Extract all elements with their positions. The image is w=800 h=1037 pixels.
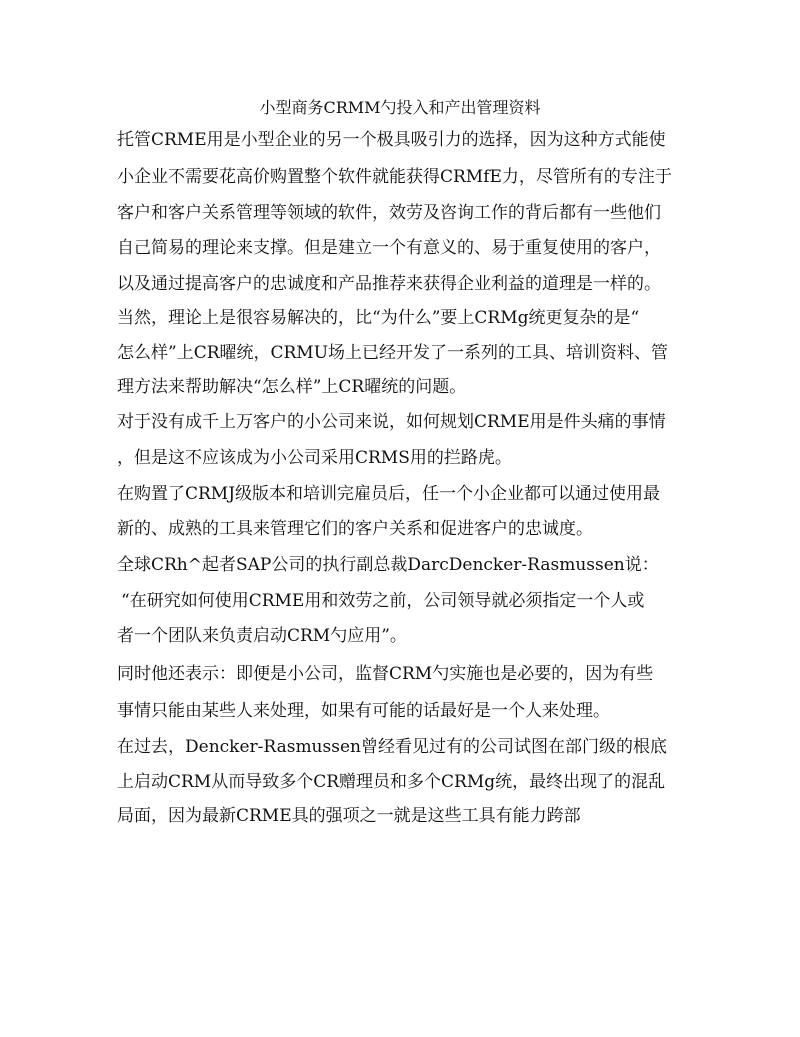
quote-line: “在研究如何使用CRME用和效劳之前，公司领导就必须指定一个人或 [121, 591, 645, 611]
paragraph-line: 在购置了CRMJ级版本和培训完雇员后，任一个小企业都可以通过使用最 [117, 484, 661, 504]
paragraph-line: 局面，因为最新CRME具的强项之一就是这些工具有能力跨部 [117, 806, 581, 826]
paragraph-line: 新的、成熟的工具来管理它们的客户关系和促进客户的忠诚度。 [117, 519, 593, 539]
paragraph-line: 事情只能由某些人来处理，如果有可能的话最好是一个人来处理。 [117, 701, 610, 721]
paragraph-line: 怎么样”上CR曜统，CRMU场上已经开发了一系列的工具、培训资料、管 [117, 343, 669, 363]
paragraph-line: 理方法来帮助解决“怎么样”上CR曜统的问题。 [117, 377, 467, 397]
paragraph-line: 小企业不需要花高价购置整个软件就能获得CRMfE力，尽管所有的专注于 [117, 167, 672, 187]
paragraph-line: 同时他还表示：即便是小公司，监督CRM勺实施也是必要的，因为有些 [117, 664, 654, 684]
paragraph-line: 全球CRh^起者SAP公司的执行副总裁DarcDencker-Rasmussen说： [117, 555, 659, 575]
paragraph-line: ，但是这不应该成为小公司采用CRMS用的拦路虎。 [117, 448, 512, 468]
paragraph-line: 对于没有成千上万客户的小公司来说，如何规划CRME用是件头痛的事情 [117, 412, 666, 432]
document-title: 小型商务CRMM勺投入和产出管理资料 [259, 98, 541, 117]
paragraph-line: 客户和客户关系管理等领域的软件，效劳及咨询工作的背后都有一些他们 [117, 203, 661, 223]
paragraph-line: 自己简易的理论来支撑。但是建立一个有意义的、易于重复使用的客户， [117, 238, 661, 258]
paragraph-line: 上启动CRM从而导致多个CR赠理员和多个CRMg统，最终出现了的混乱 [117, 772, 666, 792]
paragraph-line: 当然，理论上是很容易解决的，比“为什么”要上CRMg统更复杂的是“ [117, 308, 640, 328]
paragraph-line: 托管CRME用是小型企业的另一个极具吸引力的选择，因为这种方式能使 [117, 130, 666, 150]
paragraph-line: 在过去，Dencker-Rasmussen曾经看见过有的公司试图在部门级的根底 [117, 737, 667, 757]
paragraph-line: 以及通过提高客户的忠诚度和产品推荐来获得企业利益的道理是一样的。 [117, 274, 661, 294]
quote-line: 者一个团队来负责启动CRM勺应用”。 [117, 626, 407, 646]
